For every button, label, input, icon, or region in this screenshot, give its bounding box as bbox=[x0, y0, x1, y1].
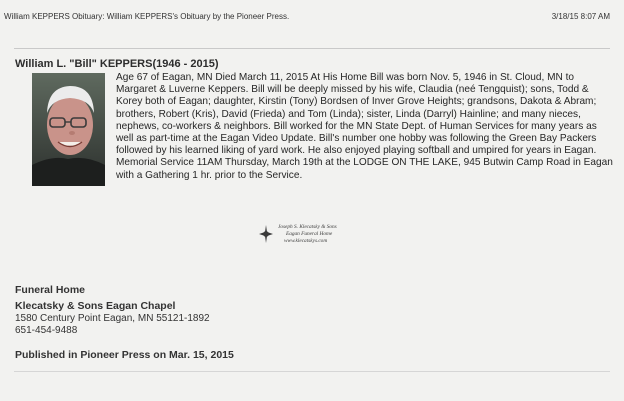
logo-line-3: www.klecatskys.com bbox=[284, 238, 328, 244]
funeral-home-emblem-icon bbox=[258, 223, 274, 245]
funeral-home-heading: Funeral Home bbox=[15, 284, 86, 296]
header-divider bbox=[14, 48, 610, 49]
page-header-title: William KEPPERS Obituary: William KEPPERS's Obituary by the Pioneer Press. bbox=[4, 12, 290, 21]
portrait-photo bbox=[32, 73, 105, 186]
funeral-home-address: 1580 Century Point Eagan, MN 55121-1892 bbox=[15, 313, 210, 324]
obituary-name: William L. "Bill" KEPPERS(1946 - 2015) bbox=[15, 58, 219, 70]
funeral-home-name: Klecatsky & Sons Eagan Chapel bbox=[15, 300, 176, 312]
funeral-home-logo bbox=[258, 222, 368, 248]
funeral-home-phone: 651-454-9488 bbox=[15, 325, 78, 336]
footer-divider bbox=[14, 371, 610, 372]
publication-note: Published in Pioneer Press on Mar. 15, 2015 bbox=[15, 349, 234, 361]
logo-line-1: Joseph S. Klecatsky & Sons bbox=[278, 224, 337, 230]
page-header-datetime: 3/18/15 8:07 AM bbox=[551, 12, 610, 21]
logo-line-2: Eagan Funeral Home bbox=[286, 231, 333, 237]
obituary-text: Age 67 of Eagan, MN Died March 11, 2015 At His Home Bill was born Nov. 5, 1946 in St. Cloud, MN to Margaret & Luverne Keppers. Bill will be deeply missed by his wife, Claudia (neé Tengquist); sons, Todd & Korey both of Eagan; daughter, Kirstin (Tony) Bordsen of Inver Grove Heights; grandsons, Dakota & Abram; brothers, Robert (Kris), David (Frieda) and Tom (Linda); sister, Linda (Darryl) Hainline; and many nieces, nephews, co-workers & neighbors. Bill worked for the MN State Dept. of Human Services for many years as well as part-time at the Eagan Video Update. Bill's number one hobby was following the Green Bay Packers followed by his learned liking of yard work. He also enjoyed playing softball and umpired for years in Eagan. Memorial Service 11AM Thursday, March 19th at the LODGE ON THE LAKE, 945 Butwin Camp Road in Eagan with a Gathering 1 hr. prior to the Service. bbox=[116, 72, 613, 181]
